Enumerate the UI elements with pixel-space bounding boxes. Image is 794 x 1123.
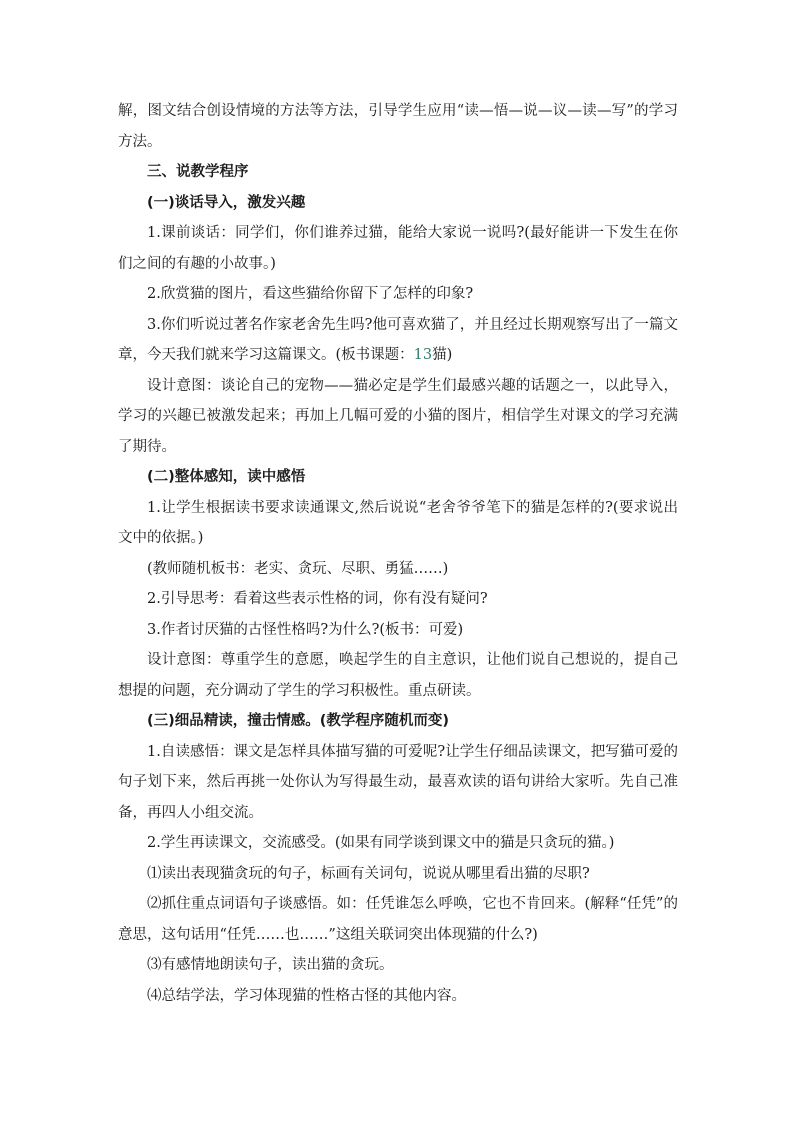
subheading-overall-perception: (二)整体感知，读中感悟 xyxy=(147,469,306,485)
paragraph-guide-thinking: 2.引导思考：看着这些表示性格的词，你有没有疑问? xyxy=(147,591,488,607)
paragraph-self-reading: 1.自读感悟：课文是怎样具体描写猫的可爱呢?让学生仔细品读课文，把写猫可爱的句子划下来，然后再挑一处你认为写得最生动，最喜欢读的语句讲给大家听。先自己准备，再四人小组交流。 xyxy=(118,743,678,821)
paragraph-read-through: 1.让学生根据读书要求读通课文,然后说说“老舍爷爷笔下的猫是怎样的?(要求说出文中的依据。) xyxy=(118,499,678,546)
lao-she-text-before: 3.你们听说过著名作家老舍先生吗?他可喜欢猫了，并且经过长期观察写出了一篇文章，今天我们就来学习这篇课文。(板书课题： xyxy=(118,316,678,363)
paragraph-design-intent-1: 设计意图：谈论自己的宠物——猫必定是学生们最感兴趣的话题之一，以此导入，学习的兴趣已被激发起来；再加上几幅可爱的小猫的图片，相信学生对课文的学习充满了期待。 xyxy=(118,377,678,455)
paragraph-step-2: ⑵抓住重点词语句子谈感悟。如：任凭谁怎么呼唤，它也不肯回来。(解释“任凭”的意思，这句话用“任凭……也……”这组关联词突出体现猫的什么?) xyxy=(118,896,678,943)
lesson-number: 13 xyxy=(413,347,433,363)
paragraph-pre-class-talk: 1.课前谈话：同学们，你们谁养过猫，能给大家说一说吗?(最好能讲一下发生在你们之间的有趣的小故事。) xyxy=(118,225,678,272)
paragraph-step-1: ⑴读出表现猫贪玩的句子，标画有关词句，说说从哪里看出猫的尽职? xyxy=(147,865,590,882)
paragraph-methods-continued: 解，图文结合创设情境的方法等方法，引导学生应用“读—悟—说—议—读—写”的学习方法。 xyxy=(118,103,678,150)
paragraph-board-notes: (教师随机板书：老实、贪玩、尽职、勇猛……) xyxy=(147,560,449,577)
paragraph-step-3: ⑶有感情地朗读句子，读出猫的贪玩。 xyxy=(147,957,394,973)
lao-she-text-after: 猫) xyxy=(432,347,453,363)
subheading-conversation-intro: (一)谈话导入，激发兴趣 xyxy=(147,194,306,211)
subheading-close-reading: (三)细品精读，撞击情感。(教学程序随机而变) xyxy=(147,713,450,729)
paragraph-design-intent-2: 设计意图：尊重学生的意愿，唤起学生的自主意识，让他们说自己想说的，提自己想提的问题，充分调动了学生的学习积极性。重点研读。 xyxy=(118,652,678,699)
paragraph-reread-exchange: 2.学生再读课文，交流感受。(如果有同学谈到课文中的猫是只贪玩的猫。) xyxy=(147,835,615,851)
section-heading-teaching-procedure: 三、说教学程序 xyxy=(147,164,249,180)
paragraph-lao-she-intro xyxy=(118,310,678,371)
paragraph-view-pictures: 2.欣赏猫的图片，看这些猫给你留下了怎样的印象? xyxy=(147,286,474,302)
paragraph-author-question: 3.作者讨厌猫的古怪性格吗?为什么?(板书：可爱) xyxy=(147,621,464,638)
paragraph-step-4: ⑷总结学法，学习体现猫的性格古怪的其他内容。 xyxy=(147,987,466,1004)
document-page xyxy=(118,96,678,1011)
